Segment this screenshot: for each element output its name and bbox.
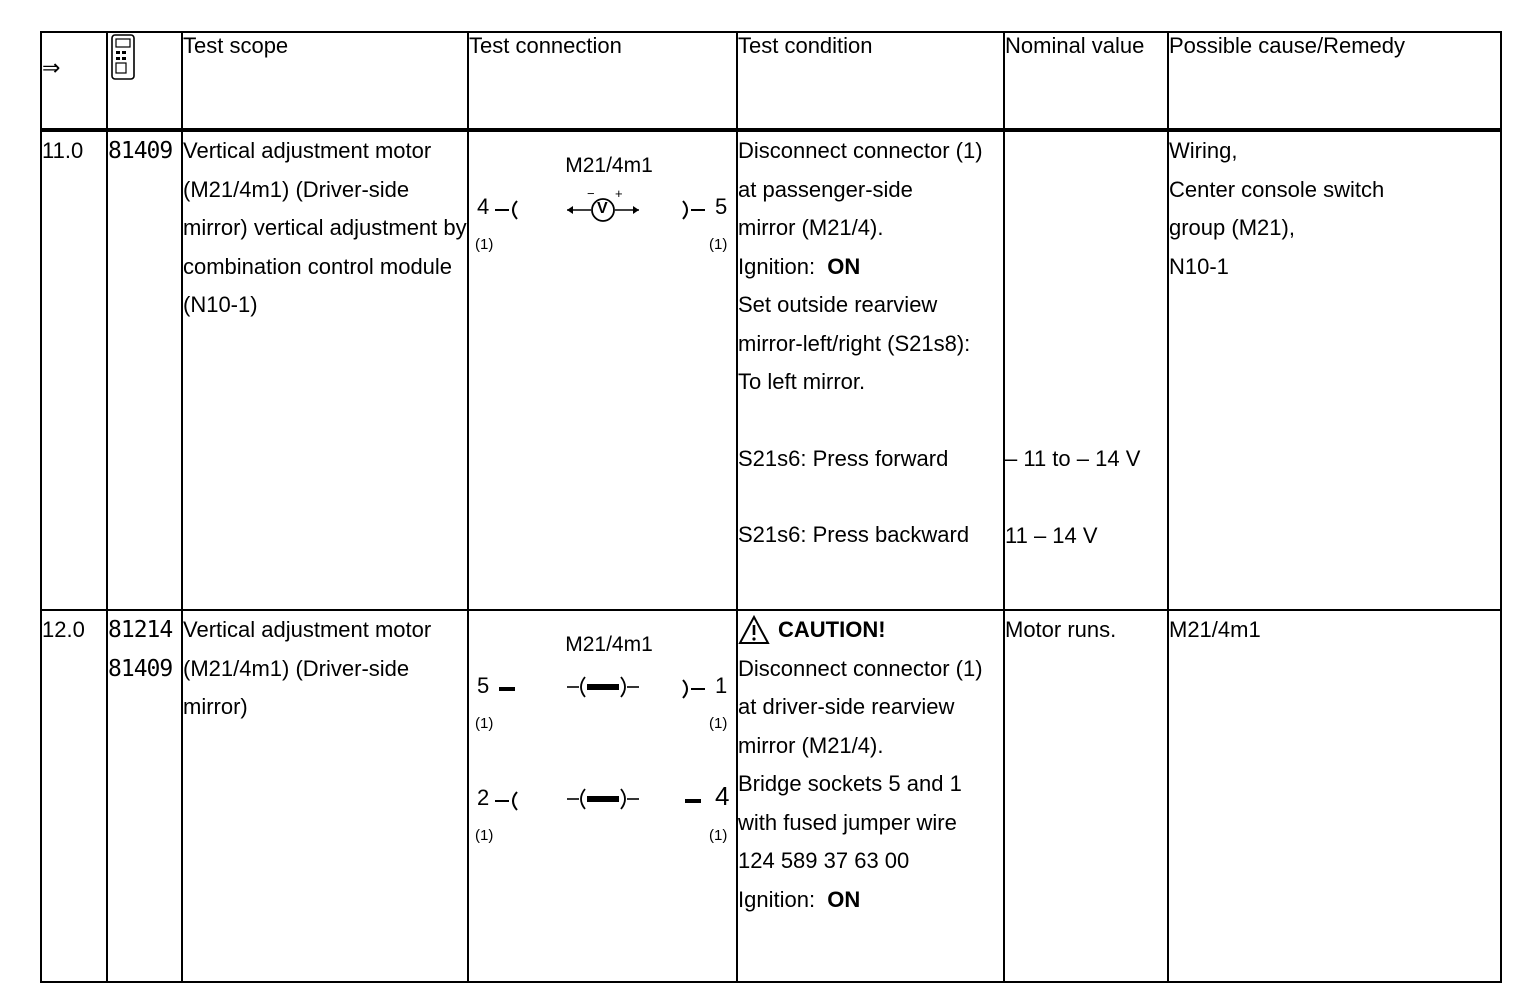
condition-line: To left mirror.	[738, 369, 866, 394]
condition-line: Disconnect connector (1)	[738, 655, 983, 681]
nominal-line: – 11 to – 14 V	[1005, 446, 1141, 471]
socket-left-icon	[495, 789, 525, 813]
fused-jumper-icon	[563, 673, 643, 701]
plug-right-icon	[681, 789, 711, 813]
component-label: M21/4m1	[565, 154, 653, 177]
connector-sub-left: (1)	[475, 236, 494, 253]
component-label: M21/4m1	[565, 633, 653, 656]
ignition-label: Ignition:	[738, 886, 816, 912]
test-table	[40, 31, 1502, 983]
header-nominal-value: Nominal value	[1004, 32, 1168, 130]
condition-line: S21s6: Press backward	[738, 522, 970, 547]
connector-sub-right: (1)	[709, 236, 728, 253]
ignition-label: Ignition:	[738, 253, 816, 279]
socket-right-icon	[679, 198, 709, 222]
condition-line: Set outside rearview	[738, 292, 938, 317]
meter-v: V	[597, 200, 608, 217]
test-code-line: 81214	[108, 617, 173, 643]
header-arrow: ⇒	[41, 32, 107, 130]
pin-left: 4	[477, 194, 490, 219]
nominal-value	[1004, 130, 1168, 610]
possible-cause	[1168, 130, 1501, 610]
caution-label: CAUTION!	[778, 617, 886, 642]
connector-sub-right: (1)	[709, 827, 728, 844]
pin-right: 5	[715, 194, 728, 219]
table-row	[41, 610, 1501, 982]
possible-cause	[1168, 610, 1501, 982]
condition-line: Disconnect connector (1)	[738, 138, 983, 163]
header-tester	[107, 32, 182, 130]
header-row	[41, 32, 1501, 130]
condition-line: Bridge sockets 5 and 1	[738, 771, 962, 796]
ignition-state: ON	[827, 253, 861, 279]
condition-line: S21s6: Press forward	[738, 445, 949, 471]
pin-right: 4	[715, 781, 730, 811]
test-connection	[468, 610, 737, 982]
socket-left-icon	[495, 198, 525, 222]
connector-sub-right: (1)	[709, 715, 728, 732]
pin-left: 2	[477, 785, 490, 810]
header-test-connection: Test connection	[468, 32, 737, 130]
step-number: 12.0	[41, 610, 107, 982]
nominal-value	[1004, 610, 1168, 982]
cause-line: Center console switch	[1169, 176, 1385, 202]
condition-line	[738, 248, 1003, 287]
cause-line: N10-1	[1169, 253, 1229, 279]
connector-sub-left: (1)	[475, 827, 494, 844]
test-condition	[737, 610, 1004, 982]
table-row	[41, 130, 1501, 610]
ignition-state: ON	[827, 886, 861, 912]
test-table-sheet	[40, 31, 1500, 956]
socket-right-icon	[679, 677, 709, 701]
test-condition	[737, 130, 1004, 610]
test-code-line: 81409	[108, 655, 173, 682]
header-test-condition: Test condition	[737, 32, 1004, 130]
condition-line: mirror-left/right (S21s8):	[738, 330, 971, 356]
nominal-line: Motor runs.	[1005, 617, 1117, 642]
caution-heading	[738, 611, 1003, 650]
test-code	[107, 610, 182, 982]
nominal-line: 11 – 14 V	[1005, 522, 1098, 548]
test-scope: Vertical adjustment motor (M21/4m1) (Driver-side mirror) vertical adjustment by combination control module (N10-1)	[182, 130, 468, 610]
pin-left: 5	[477, 673, 490, 698]
condition-line: mirror (M21/4).	[738, 732, 884, 758]
test-code: 81409	[107, 130, 182, 610]
meter-plus: +	[615, 186, 623, 201]
plug-left-icon	[495, 677, 525, 701]
connector-sub-left: (1)	[475, 715, 494, 732]
step-number: 11.0	[41, 130, 107, 610]
condition-line: with fused jumper wire	[738, 809, 957, 835]
tester-icon	[108, 33, 138, 81]
condition-line: 124 589 37 63 00	[738, 848, 910, 873]
condition-line	[738, 881, 1003, 920]
pin-right: 1	[715, 673, 728, 698]
cause-line: Wiring,	[1169, 138, 1238, 163]
fused-jumper-icon	[563, 785, 643, 813]
condition-line: mirror (M21/4).	[738, 215, 884, 240]
cause-line: M21/4m1	[1169, 617, 1261, 642]
meter-minus: −	[587, 186, 595, 201]
cause-line: group (M21),	[1169, 215, 1295, 240]
warning-triangle-icon	[738, 615, 770, 645]
header-possible-cause: Possible cause/Remedy	[1168, 32, 1501, 130]
test-scope: Vertical adjustment motor (M21/4m1) (Driver-side mirror)	[182, 610, 468, 982]
condition-line: at passenger-side	[738, 176, 913, 202]
condition-line: at driver-side rearview	[738, 694, 955, 719]
header-test-scope: Test scope	[182, 32, 468, 130]
test-connection	[468, 130, 737, 610]
